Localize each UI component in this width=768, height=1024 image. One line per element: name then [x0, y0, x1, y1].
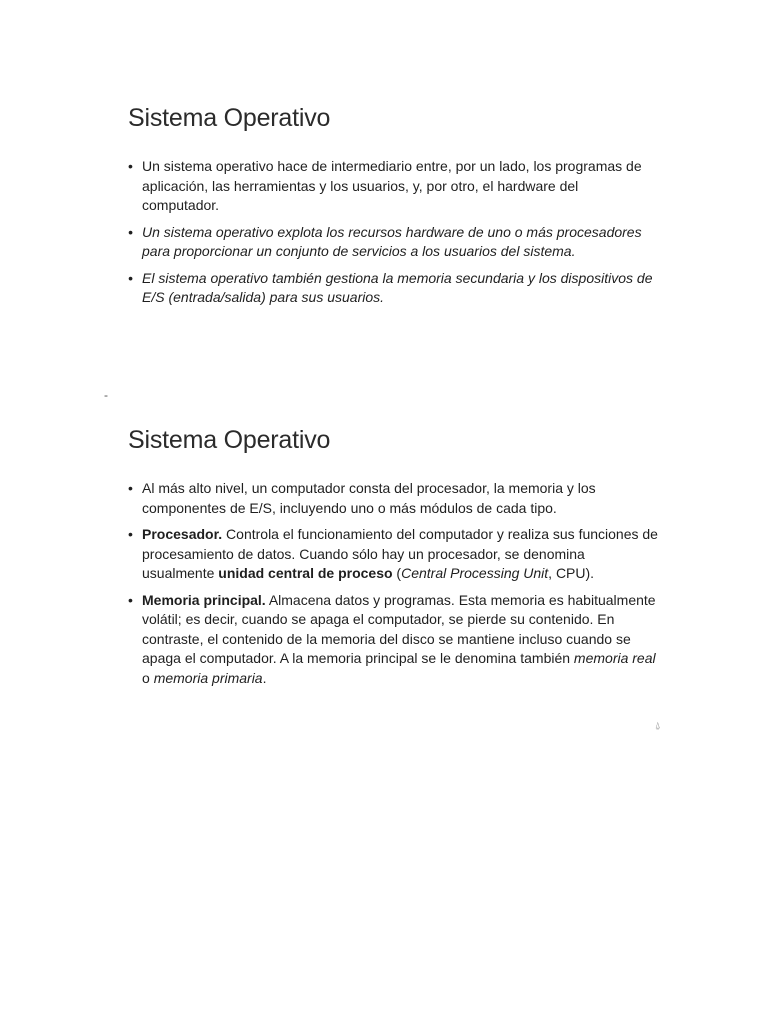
- processor-text-2: (: [392, 565, 402, 581]
- processor-term: Procesador.: [142, 526, 223, 542]
- slide-2: [128, 426, 658, 695]
- slide-2-bullet-list: [128, 479, 658, 688]
- slide-2-bullet-top-level: • Al más alto nivel, un computador consta del procesador, la memoria y los componentes de E/S, incluyendo uno o más módulos de cada tipo.: [128, 479, 658, 518]
- primary-memory-term: memoria primaria: [153, 669, 263, 686]
- slide-1-title: Sistema Operativo: [128, 104, 331, 132]
- slide-2-bullet-processor: [128, 525, 658, 584]
- main-memory-text-3: .: [262, 669, 267, 686]
- main-memory-text-2: o: [142, 669, 154, 686]
- slide-1-bullet-intermediary: • Un sistema operativo hace de intermediario entre, por un lado, los programas de aplicación, las herramientas y los usuarios, y, por otro, el hardware del computador.: [128, 157, 658, 216]
- real-memory-term: memoria real: [573, 650, 656, 666]
- main-memory-term: Memoria principal.: [142, 591, 266, 608]
- slide-1-bullet-list: [128, 157, 658, 308]
- slide-2-bullet-main-memory: [128, 591, 658, 689]
- processor-text-1: Controla el funcionamiento del computador y realiza sus funciones de procesamiento de datos. Cuando sólo hay un procesador, se denomina usualmente: [142, 526, 658, 581]
- cpu-term-spanish: unidad central de proceso: [218, 565, 393, 581]
- page-corner-mark-icon: ⍙: [655, 720, 661, 730]
- main-memory-text-1: Almacena datos y programas. Esta memoria es habitualmente volátil; es decir, cuando se apaga el computador, se pierde su contenido. En contraste, el contenido de la memoria del disco se mantiene incluso cuando se apaga el computador. A la memoria principal se le denomina también: [142, 591, 656, 666]
- slide-1-bullet-resources: • Un sistema operativo explota los recursos hardware de uno o más procesadores para proporcionar un conjunto de servicios a los usuarios del sistema.: [128, 223, 658, 262]
- slide-1: [128, 104, 658, 315]
- page-dash-mark: -: [104, 388, 108, 402]
- cpu-term-english: Central Processing Unit: [401, 565, 549, 581]
- slide-2-title: Sistema Operativo: [128, 426, 331, 454]
- slide-1-bullet-memory-io: • El sistema operativo también gestiona la memoria secundaria y los dispositivos de E/S (entrada/salida) para sus usuarios.: [128, 269, 658, 308]
- processor-text-3: , CPU).: [548, 565, 595, 581]
